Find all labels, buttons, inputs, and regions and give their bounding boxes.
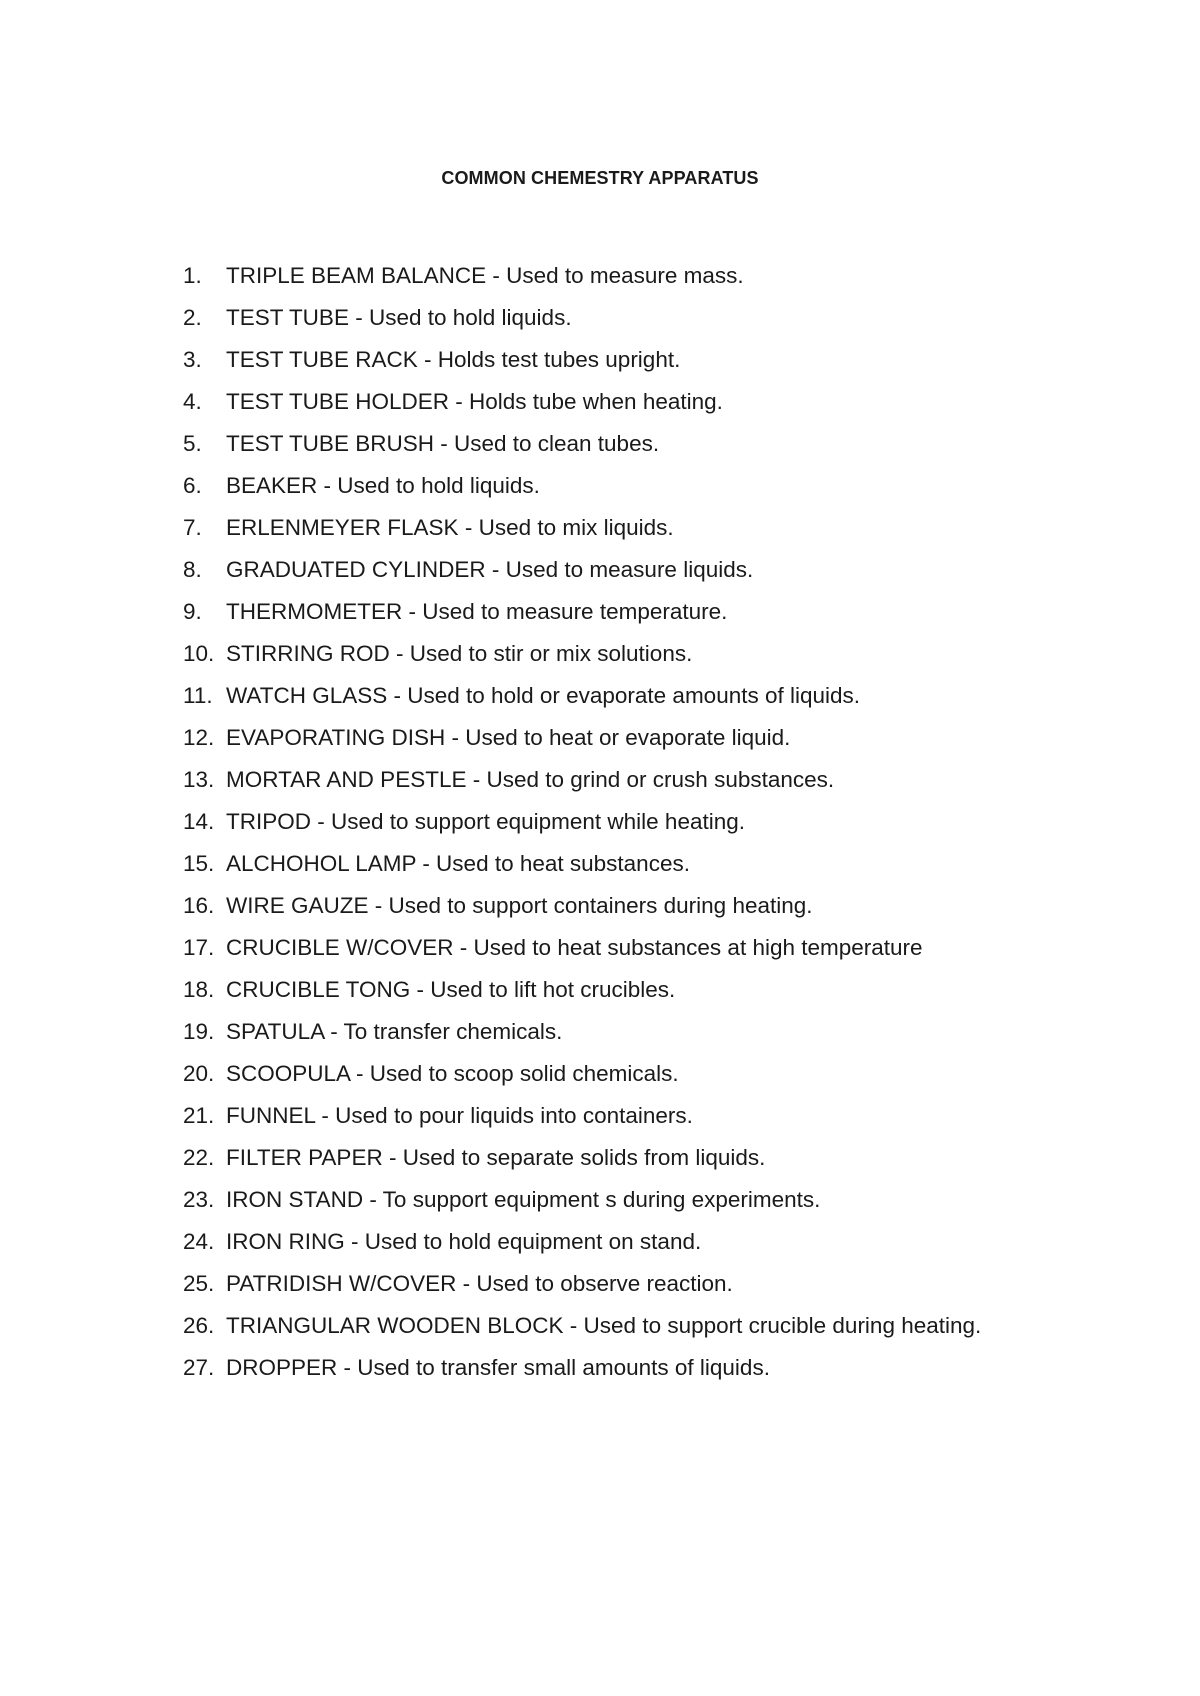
list-item	[183, 423, 1003, 465]
list-item-number: 11.	[183, 683, 213, 708]
list-item	[183, 1179, 1003, 1221]
list-item-text: TRIPOD - Used to support equipment while heating.	[226, 809, 746, 834]
list-item-text: IRON RING - Used to hold equipment on stand.	[226, 1229, 702, 1254]
list-item-number: 22.	[183, 1145, 215, 1170]
document-title: COMMON CHEMESTRY APPARATUS	[441, 168, 759, 188]
list-item-text: FILTER PAPER - Used to separate solids from liquids.	[226, 1145, 766, 1170]
list-item-number: 8.	[183, 557, 202, 582]
list-item-number: 18.	[183, 977, 215, 1002]
list-item-text: BEAKER - Used to hold liquids.	[226, 473, 540, 498]
list-item-number: 5.	[183, 431, 202, 456]
list-item	[183, 465, 1003, 507]
list-item-number: 3.	[183, 347, 202, 372]
apparatus-list	[183, 255, 1003, 1389]
list-item-text: ALCHOHOL LAMP - Used to heat substances.	[226, 851, 690, 876]
list-item	[183, 1053, 1003, 1095]
list-item	[183, 717, 1003, 759]
list-item-number: 24.	[183, 1229, 215, 1254]
list-item-number: 15.	[183, 851, 215, 876]
list-item	[183, 255, 1003, 297]
list-item-number: 9.	[183, 599, 202, 624]
list-item-number: 25.	[183, 1271, 215, 1296]
list-item-number: 26.	[183, 1313, 215, 1338]
list-item	[183, 1305, 1003, 1347]
list-item	[183, 969, 1003, 1011]
list-item-number: 27.	[183, 1355, 215, 1380]
list-item-number: 4.	[183, 389, 202, 414]
list-item	[183, 1221, 1003, 1263]
list-item-number: 21.	[183, 1103, 215, 1128]
list-item	[183, 1347, 1003, 1389]
list-item-number: 12.	[183, 725, 215, 750]
list-item-text: STIRRING ROD - Used to stir or mix solutions.	[226, 641, 693, 666]
list-item-text: ERLENMEYER FLASK - Used to mix liquids.	[226, 515, 674, 540]
list-item-text: DROPPER - Used to transfer small amounts of liquids.	[226, 1355, 770, 1380]
list-item	[183, 381, 1003, 423]
list-item-text: MORTAR AND PESTLE - Used to grind or crush substances.	[226, 767, 835, 792]
list-item-number: 1.	[183, 263, 202, 288]
list-item	[183, 1137, 1003, 1179]
list-item	[183, 675, 1003, 717]
list-item-number: 16.	[183, 893, 215, 918]
list-item-number: 10.	[183, 641, 215, 666]
list-item	[183, 843, 1003, 885]
list-item-text: TEST TUBE - Used to hold liquids.	[226, 305, 572, 330]
list-item	[183, 801, 1003, 843]
list-item-text: TRIPLE BEAM BALANCE - Used to measure mass.	[226, 263, 744, 288]
list-item-text: WATCH GLASS - Used to hold or evaporate amounts of liquids.	[226, 683, 861, 708]
list-item-number: 20.	[183, 1061, 215, 1086]
list-item-number: 13.	[183, 767, 215, 792]
list-item-text: TEST TUBE RACK - Holds test tubes upright.	[226, 347, 681, 372]
list-item-text: THERMOMETER - Used to measure temperature.	[226, 599, 728, 624]
list-item-number: 14.	[183, 809, 215, 834]
list-item-text: TEST TUBE HOLDER - Holds tube when heating.	[226, 389, 723, 414]
list-item-text: FUNNEL - Used to pour liquids into containers.	[226, 1103, 693, 1128]
list-item	[183, 1263, 1003, 1305]
list-item	[183, 297, 1003, 339]
list-item-number: 2.	[183, 305, 202, 330]
list-item	[183, 885, 1003, 927]
list-item	[183, 927, 1003, 969]
list-item	[183, 549, 1003, 591]
list-item-number: 7.	[183, 515, 202, 540]
list-item-text: TEST TUBE BRUSH - Used to clean tubes.	[226, 431, 660, 456]
list-item-number: 17.	[183, 935, 215, 960]
list-item-text: SCOOPULA - Used to scoop solid chemicals.	[226, 1061, 679, 1086]
list-item	[183, 339, 1003, 381]
list-item-text: CRUCIBLE W/COVER - Used to heat substances at high temperature	[226, 935, 923, 960]
list-item	[183, 591, 1003, 633]
list-item	[183, 1095, 1003, 1137]
list-item-number: 19.	[183, 1019, 215, 1044]
list-item	[183, 633, 1003, 675]
list-item-text: PATRIDISH W/COVER - Used to observe reaction.	[226, 1271, 733, 1296]
list-item-text: GRADUATED CYLINDER - Used to measure liquids.	[226, 557, 754, 582]
list-item	[183, 1011, 1003, 1053]
list-item-text: WIRE GAUZE - Used to support containers during heating.	[226, 893, 813, 918]
list-item-text: CRUCIBLE TONG - Used to lift hot crucibles.	[226, 977, 676, 1002]
list-item-number: 6.	[183, 473, 202, 498]
list-item-text: IRON STAND - To support equipment s during experiments.	[226, 1187, 821, 1212]
list-item	[183, 507, 1003, 549]
list-item-number: 23.	[183, 1187, 215, 1212]
list-item-text: TRIANGULAR WOODEN BLOCK - Used to support crucible during heating.	[226, 1313, 982, 1338]
list-item	[183, 759, 1003, 801]
list-item-text: EVAPORATING DISH - Used to heat or evaporate liquid.	[226, 725, 791, 750]
list-item-text: SPATULA - To transfer chemicals.	[226, 1019, 563, 1044]
